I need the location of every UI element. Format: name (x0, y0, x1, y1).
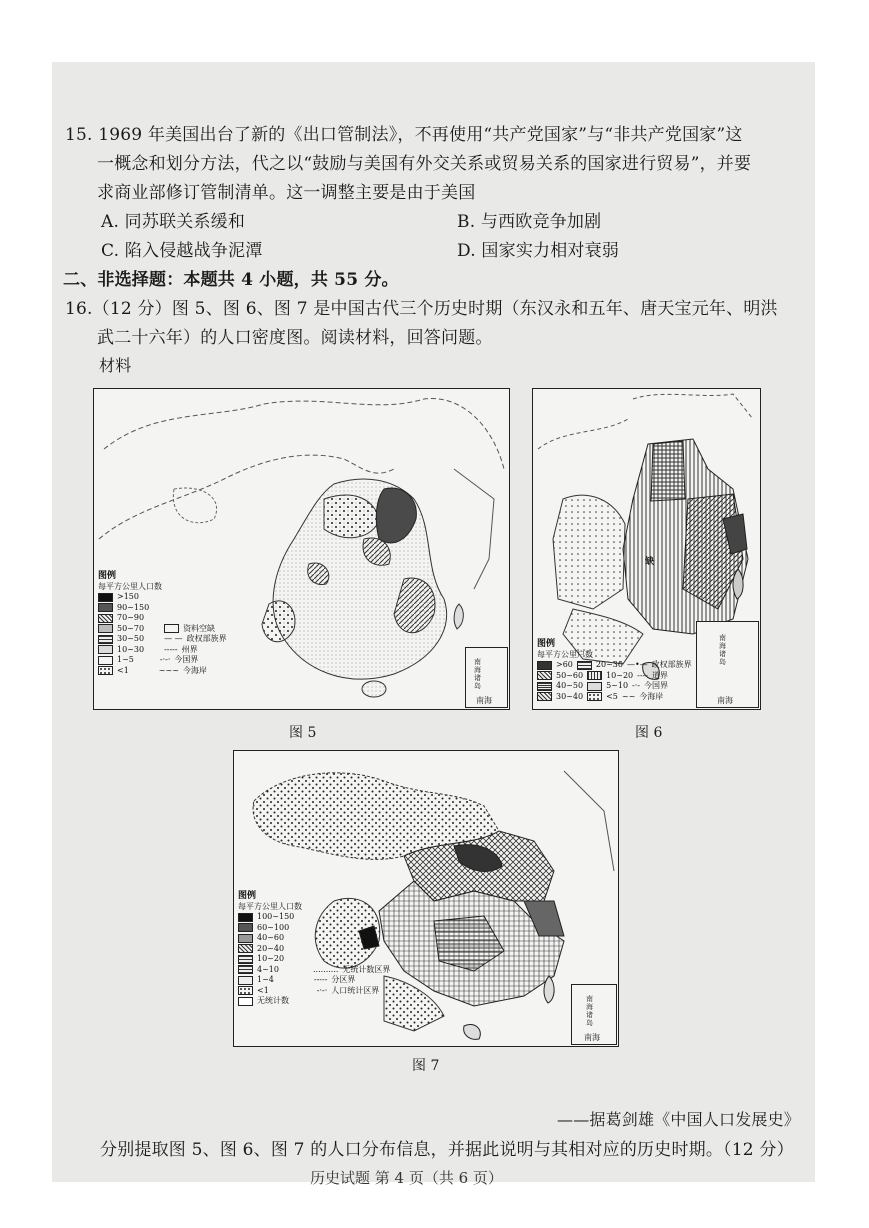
legend-label: 今国界 (644, 681, 668, 690)
figure-6-legend-unit: 每平方公里户数 (537, 649, 593, 659)
legend-label: 4~10 (257, 964, 279, 974)
legend-label: 资料空缺 (183, 623, 216, 633)
legend-swatch (98, 635, 113, 644)
legend-label: >60 (556, 660, 573, 669)
figure-7-inset (571, 984, 617, 1045)
legend-swatch (98, 593, 113, 602)
legend-label: 30~50 (117, 634, 145, 643)
q15-option-c: C. 陷入侵越战争泥潭 (101, 241, 263, 261)
figure-7-map (233, 750, 619, 1047)
legend-row: 4~10 .......... 无统计数区界 (238, 965, 390, 976)
figure-5-legend-unit: 每平方公里人口数 (98, 581, 162, 591)
legend-label: <1 (257, 985, 269, 995)
q15-option-d: D. 国家实力相对衰弱 (457, 241, 620, 261)
exam-sheet (52, 62, 815, 1187)
legend-swatch (98, 624, 113, 633)
figure-7-inset-caption: 南海 (584, 1033, 600, 1042)
legend-label: 90~150 (117, 602, 150, 612)
legend-swatch (98, 614, 113, 623)
legend-label: 100~150 (257, 912, 295, 921)
legend-label: 今国界 (174, 655, 199, 664)
legend-label: <1 (117, 665, 129, 675)
legend-row: 30~50 — — 政权部族界 (98, 634, 227, 645)
figure-7-legend-unit: 每平方公里人口数 (238, 901, 302, 911)
q15-line2: 一概念和划分方法，代之以“鼓励与美国有外交关系或贸易关系的国家进行贸易”，并要 (97, 154, 752, 174)
figure-6-inset-caption: 南海 (717, 696, 733, 705)
legend-row: >60 20~30 —•— 政权部族界 (537, 660, 692, 671)
legend-swatch (587, 692, 602, 701)
legend-swatch (238, 923, 253, 932)
legend-label: 政权部族界 (651, 660, 692, 669)
legend-swatch (238, 997, 253, 1006)
legend-row (238, 996, 390, 1007)
figure-5-legend (98, 571, 227, 676)
legend-label: 人口统计区界 (331, 985, 380, 995)
legend-row (238, 954, 390, 965)
legend-swatch (537, 682, 552, 691)
legend-label: 今海岸 (639, 691, 664, 701)
figure-6-caption: 图 6 (635, 725, 663, 741)
legend-label: 无统计数 (257, 996, 289, 1005)
source-citation: ——据葛剑雄《中国人口发展史》 (557, 1110, 801, 1129)
q15-option-b: B. 与西欧竞争加剧 (457, 212, 602, 232)
legend-row (238, 944, 390, 955)
legend-label: 1~4 (257, 975, 274, 984)
legend-swatch (98, 656, 113, 665)
legend-label: 20~40 (257, 943, 285, 953)
legend-row: 40~50 5~10 -·- 今国界 (537, 681, 692, 692)
q15-line3: 求商业部修订管制清单。这一调整主要是由于美国 (97, 183, 476, 203)
figure-7-legend-title: 图例 (238, 891, 257, 901)
legend-label: 40~60 (257, 933, 285, 942)
legend-row: <1 -·-· 人口统计区界 (238, 986, 390, 997)
figure-6-legend-title: 图例 (537, 639, 556, 649)
legend-row: 50~60 10~20 ---- 道界 (537, 671, 692, 682)
q16-line2: 武二十六年）的人口密度图。阅读材料，回答问题。 (97, 328, 493, 348)
legend-label: 今海岸 (182, 665, 207, 675)
legend-swatch (238, 944, 253, 953)
legend-row (238, 933, 390, 944)
figure-6-inset-label: 南海诸岛 (719, 634, 726, 666)
legend-label: 1~5 (117, 655, 134, 664)
figure-7-inset-label: 南海诸岛 (586, 995, 593, 1027)
legend-swatch (238, 986, 253, 995)
legend-swatch (577, 661, 592, 670)
legend-swatch (537, 671, 552, 680)
legend-label: 50~70 (117, 623, 145, 633)
figure-5-inset-caption: 南海 (476, 696, 492, 705)
figure-6-inset (696, 621, 759, 708)
legend-label: 州界 (181, 644, 198, 654)
legend-label: 无统计数区界 (342, 964, 391, 974)
figure-6-legend (537, 639, 692, 702)
legend-label: 40~50 (556, 681, 584, 690)
q16-task: 分别提取图 5、图 6、图 7 的人口分布信息，并据此说明与其相对应的历史时期。（12 分） (100, 1140, 794, 1160)
legend-row (98, 613, 227, 624)
figure-7-legend (238, 891, 390, 1007)
figure-5-inset (465, 647, 508, 708)
legend-swatch (238, 913, 253, 922)
legend-swatch (238, 955, 253, 964)
legend-swatch (587, 682, 602, 691)
legend-label: <5 (606, 691, 618, 701)
legend-row: 10~30 ----- 州界 (98, 645, 227, 656)
legend-row (98, 592, 227, 603)
legend-swatch (238, 934, 253, 943)
legend-row (98, 603, 227, 614)
figure-7-caption: 图 7 (412, 1058, 440, 1074)
legend-label: 30~40 (556, 691, 584, 701)
material-label: 材料 (99, 356, 132, 375)
legend-label: 5~10 (606, 681, 629, 690)
legend-row: 1~4 ----- 分区界 (238, 975, 390, 986)
figure-5-legend-title: 图例 (98, 571, 117, 581)
q15-line1: 15. 1969 年美国出台了新的《出口管制法》，不再使用“共产党国家”与“非共产党国家”这 (65, 125, 743, 145)
figure-5-map (93, 388, 510, 710)
legend-swatch (98, 603, 113, 612)
q16-line1: 16.（12 分）图 5、图 6、图 7 是中国古代三个历史时期（东汉永和五年、唐天宝元年、明洪 (65, 299, 778, 319)
legend-row (238, 912, 390, 923)
legend-swatch (587, 671, 602, 680)
legend-label: 10~20 (257, 954, 285, 963)
figure-6-map (532, 388, 761, 710)
figure-5-inset-label: 南海诸岛 (474, 658, 481, 690)
figure-6-map-label: 缺 (645, 557, 655, 567)
legend-swatch (238, 965, 253, 974)
legend-label: 分区界 (331, 975, 356, 984)
legend-row (238, 923, 390, 934)
legend-label: 50~60 (556, 670, 584, 680)
legend-row (98, 624, 227, 635)
legend-label: >150 (117, 592, 139, 601)
legend-label: 10~20 (606, 670, 634, 680)
legend-swatch (98, 666, 113, 675)
legend-swatch (537, 661, 552, 670)
legend-row: 1~5 -·-· 今国界 (98, 655, 227, 666)
legend-swatch (98, 645, 113, 654)
page-footer: 历史试题 第 4 页（共 6 页） (310, 1169, 503, 1187)
legend-label: 政权部族界 (186, 634, 227, 643)
legend-label: 道界 (651, 670, 668, 680)
legend-row: <1 ~~~ 今海岸 (98, 666, 227, 677)
legend-swatch (537, 692, 552, 701)
figure-5-caption: 图 5 (289, 725, 317, 741)
legend-label: 10~30 (117, 644, 145, 654)
legend-row: 30~40 <5 ~~ 今海岸 (537, 692, 692, 703)
legend-label: 20~30 (595, 660, 623, 669)
section-heading: 二、非选择题：本题共 4 小题，共 55 分。 (63, 270, 399, 290)
q15-option-a: A. 同苏联关系缓和 (101, 212, 246, 232)
legend-swatch (164, 624, 179, 633)
legend-label: 60~100 (257, 922, 290, 932)
legend-label: 70~90 (117, 613, 145, 622)
legend-swatch (238, 976, 253, 985)
